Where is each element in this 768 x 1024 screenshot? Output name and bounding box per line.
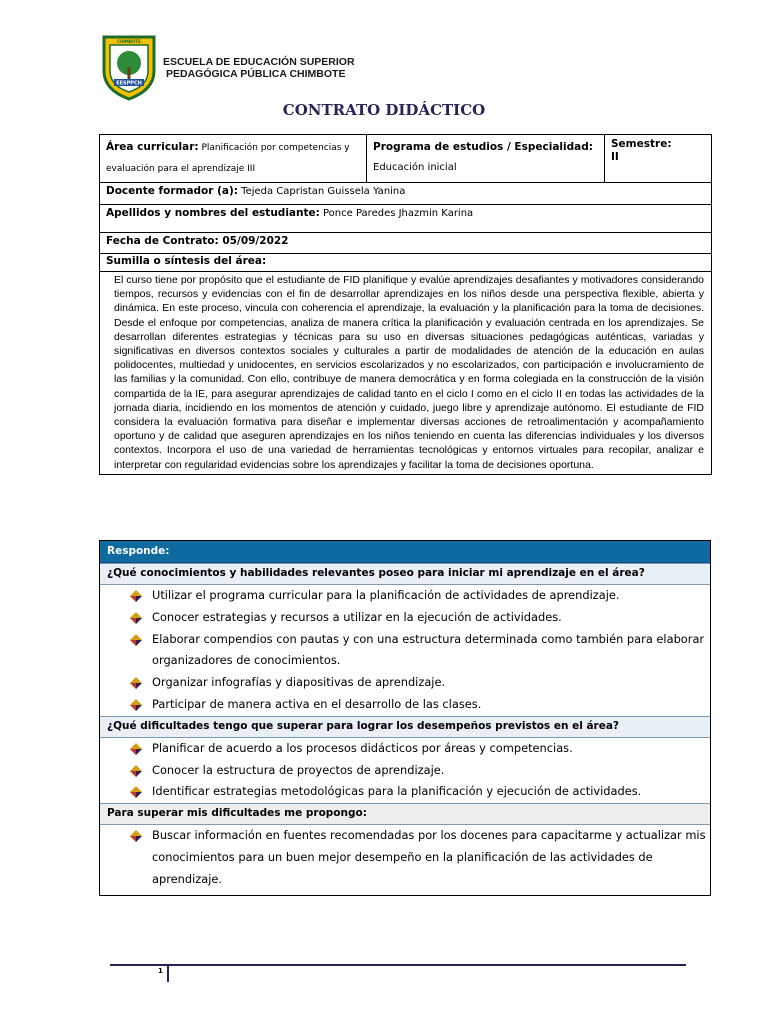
- responde-header: Responde:: [100, 541, 710, 563]
- school-name-line1: ESCUELA DE EDUCACIÓN SUPERIOR: [163, 56, 355, 68]
- svg-text:EESPPCH: EESPPCH: [116, 80, 142, 87]
- question-3: Para superar mis dificultades me propongo:: [100, 803, 710, 825]
- docente-cell: [100, 183, 712, 205]
- docente-value: Tejeda Capristan Guissela Yanina: [237, 186, 406, 197]
- area-value-2: evaluación para el aprendizaje III: [106, 164, 256, 174]
- list-item: Buscar información en fuentes recomendadas por los docenes para capacitarme y actualizar mis conocimientos para un buen mejor desempeño en la planificación de las actividades de aprendizaje.: [130, 825, 710, 890]
- bullet-icon: [130, 634, 142, 646]
- list-item: Elaborar compendios con pautas y con una estructura determinada como también para elaborar organizadores de conocimientos.: [130, 629, 710, 673]
- school-name: [163, 56, 355, 80]
- question-1: ¿Qué conocimientos y habilidades relevantes poseo para iniciar mi aprendizaje en el área?: [100, 563, 710, 585]
- estudiante-value: Ponce Paredes Jhazmin Karina: [319, 208, 474, 219]
- page-number: 1: [158, 967, 163, 975]
- bullet-icon: [130, 677, 142, 689]
- responde-section: [99, 540, 711, 896]
- programa-label: Programa de estudios / Especialidad:: [373, 141, 593, 153]
- bullet-icon: [130, 786, 142, 798]
- list-item: Organizar infografías y diapositivas de aprendizaje.: [130, 672, 710, 694]
- area-value-1: Planificación por competencias y: [198, 143, 350, 153]
- sumilla-label-cell: [100, 254, 712, 272]
- docente-label: Docente formador (a):: [106, 185, 238, 197]
- list-item: Identificar estrategias metodológicas para la planificación y ejecución de actividades.: [130, 781, 710, 803]
- sumilla-text: El curso tiene por propósito que el estudiante de FID planifique y evalúe aprendizajes desafiantes y motivadores considerando tiempos, recursos y evidencias con el fin de desarrollar aprendizajes en los niños desde una perspectiva flexible, abierta y dinámica. En este proceso, vincula con coherencia el aprendizaje, la evaluación y la planificación para la toma de decisiones. Desde el enfoque por competencias, analiza de manera crítica la planificación y evaluación centrada en los aprendizajes. Se desarrollan diferentes estrategias y técnicas para su uso en diversas situaciones pedagógicas auténticas, variadas y significativas en diversos contextos sociales y culturales a partir de modalidades de atención de la educación en aulas polidocentes, multiedad y unidocentes, en servicios escolarizados y no escolarizados, con participación e involucramiento de las familias y la comunidad. Con ello, contribuye de manera democrática y en forma colegiada en la construcción de la visión compartida de la IE, para asegurar aprendizajes de calidad tanto en el ciclo I como en el ciclo II en todas las actividades de la jornada diaria, incidiendo en los momentos de atención y cuidado, juego libre y aprendizaje autónomo. El estudiante de FID considera la evaluación formativa para diseñar e implementar diversas acciones de retroalimentación y acompañamiento oportuno y de calidad que aseguren aprendizajes en los niños teniendo en cuenta las diferencias individuales y los diversos contextos. Incorpora el uso de una variedad de herramientas tecnológicas y entornos virtuales para recopilar, analizar e interpretar con regularidad evidencias sobre los aprendizajes y facilitar la toma de decisiones oportuna.: [100, 272, 712, 475]
- page-title: CONTRATO DIDÁCTICO: [282, 101, 486, 119]
- bullet-icon: [130, 743, 142, 755]
- sumilla-label: Sumilla o síntesis del área:: [106, 255, 267, 267]
- svg-text:CHIMBOTE: CHIMBOTE: [117, 39, 141, 44]
- footer-line: [110, 964, 686, 966]
- programa-cell: [367, 135, 605, 183]
- school-logo: [100, 33, 158, 101]
- list-item: Conocer estrategias y recursos a utilizar en la ejecución de actividades.: [130, 607, 710, 629]
- bullet-icon: [130, 765, 142, 777]
- estudiante-label: Apellidos y nombres del estudiante:: [106, 207, 320, 219]
- page-number-marker: [167, 966, 169, 982]
- question-3-list: [100, 825, 710, 894]
- bullet-icon: [130, 612, 142, 624]
- estudiante-cell: [100, 205, 712, 233]
- bullet-icon: [130, 590, 142, 602]
- bullet-icon: [130, 830, 142, 842]
- list-item: Utilizar el programa curricular para la planificación de actividades de aprendizaje.: [130, 585, 710, 607]
- area-cell: [100, 135, 367, 183]
- programa-value: Educación inicial: [373, 162, 457, 173]
- semestre-cell: [605, 135, 712, 183]
- question-2-list: [100, 738, 710, 803]
- question-2: ¿Qué dificultades tengo que superar para lograr los desempeños previstos en el área?: [100, 716, 710, 738]
- school-name-line2: PEDAGÓGICA PÚBLICA CHIMBOTE: [166, 68, 346, 80]
- fecha-label: Fecha de Contrato: 05/09/2022: [106, 235, 289, 247]
- fecha-cell: [100, 233, 712, 254]
- list-item: Participar de manera activa en el desarrollo de las clases.: [130, 694, 710, 716]
- contract-info-table: [99, 134, 712, 475]
- area-label: Área curricular:: [106, 141, 199, 153]
- semestre-value: II: [611, 151, 619, 163]
- list-item: Conocer la estructura de proyectos de aprendizaje.: [130, 760, 710, 782]
- question-1-list: [100, 585, 710, 716]
- list-item: Planificar de acuerdo a los procesos didácticos por áreas y competencias.: [130, 738, 710, 760]
- semestre-label: Semestre:: [611, 138, 672, 150]
- bullet-icon: [130, 699, 142, 711]
